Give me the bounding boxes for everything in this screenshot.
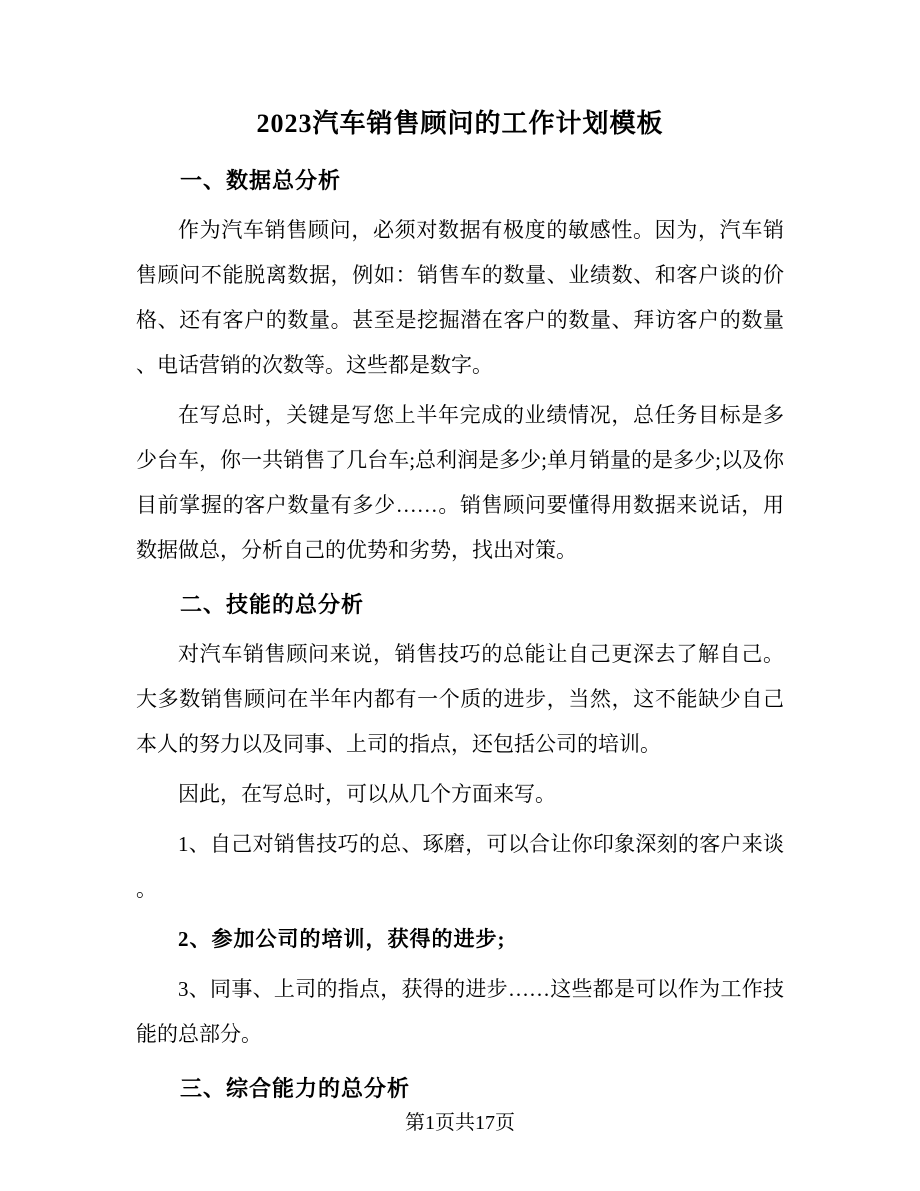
paragraph-skills-1: 对汽车销售顾问来说，销售技巧的总能让自己更深去了解自己。大多数销售顾问在半年内都有一个质的进步，当然，这不能缺少自己本人的努力以及同事、上司的指点，还包括公司的培训。	[136, 642, 784, 756]
paragraph-data-analysis-2: 在写总时，关键是写您上半年完成的业绩情况，总任务目标是多少台车，你一共销售了几台车;总利润是多少;单月销量的是多少;以及你目前掌握的客户数量有多少……。销售顾问要懂得用数据来说话，用数据做总，分析自己的优势和劣势，找出对策。	[136, 403, 784, 562]
section-heading-3: 三、综合能力的总分析	[180, 1076, 411, 1101]
document-title: 2023汽车销售顾问的工作计划模板	[256, 109, 664, 138]
section-heading-1: 一、数据总分析	[180, 168, 342, 193]
paragraph-skills-2: 因此，在写总时，可以从几个方面来写。	[178, 782, 556, 806]
list-item-2: 2、参加公司的培训，获得的进步;	[178, 927, 506, 951]
section-heading-2: 二、技能的总分析	[180, 592, 365, 617]
page-number-footer: 第1页共17页	[405, 1112, 515, 1134]
list-item-3: 3、同事、上司的指点，获得的进步……这些都是可以作为工作技能的总部分。	[136, 977, 784, 1046]
list-item-1: 1、自己对销售技巧的总、琢磨，可以合让你印象深刻的客户来谈。	[136, 832, 784, 901]
paragraph-data-analysis-1: 作为汽车销售顾问，必须对数据有极度的敏感性。因为，汽车销售顾问不能脱离数据，例如：销售车的数量、业绩数、和客户谈的价格、还有客户的数量。甚至是挖掘潜在客户的数量、拜访客户的数量、电话营销的次数等。这些都是数字。	[136, 218, 784, 377]
